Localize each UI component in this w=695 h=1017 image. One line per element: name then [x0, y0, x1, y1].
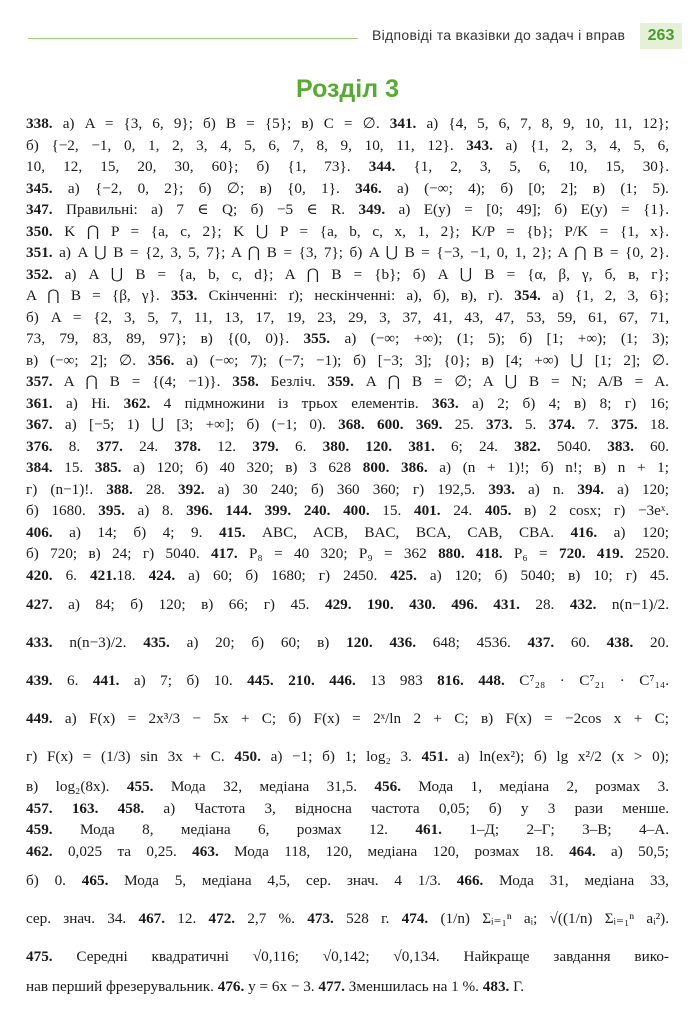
- text-line: 406. а) 14; б) 4; 9. 415. ABC, ACB, BAC, BCA, CAB, CBA. 416. а) 120;: [26, 523, 669, 541]
- text-line: б) {−2, −1, 0, 1, 2, 3, 4, 5, 6, 7, 8, 9, 10, 11, 12}. 343. а) {1, 2, 3, 4, 5, 6,: [26, 136, 669, 154]
- text-line: 457. 163. 458. а) Частота 3, відносна частота 0,05; б) у 3 рази менше.: [26, 799, 669, 817]
- text-line: A ⋂ B = {β, γ}. 353. Скінченні: ґ); нескінченні: а), б), в), г). 354. а) {1, 2, 3, 6};: [26, 287, 669, 304]
- text-line: 427. а) 84; б) 120; в) 66; г) 45. 429. 190. 430. 496. 431. 28. 432. n(n−1)/2.: [26, 596, 669, 613]
- text-line: 338. а) A = {3, 6, 9}; б) B = {5}; в) C = ∅. 341. а) {4, 5, 6, 7, 8, 9, 10, 11, 12};: [26, 115, 669, 132]
- text-line: б) 1680. 395. а) 8. 396. 144. 399. 240. 400. 15. 401. 24. 405. в) 2 cosx; г) −3eˣ.: [26, 502, 670, 519]
- text-line: в) (−∞; 2]; ∅. 356. а) (−∞; 7); (−7; −1); б) [−3; 3]; {0}; в) [4; +∞) ⋃ [1; 2]; ∅.: [26, 351, 669, 369]
- text-line: б) 0. 465. Мода 5, медіана 4,5, сер. знач. 4 1/3. 466. Мода 31, медіана 33,: [26, 872, 669, 889]
- text-line: б) 720; в) 24; г) 5040. 417. P₈ = 40 320; P₉ = 362 880. 418. P₆ = 720. 419. 2520.: [26, 545, 670, 562]
- text-line: сер. знач. 34. 467. 12. 472. 2,7 %. 473. 528 г. 474. (1/n) Σᵢ₌₁ⁿ aᵢ; √((1/n) Σᵢ₌₁ⁿ aᵢ²).: [26, 910, 670, 927]
- text-line: 357. A ⋂ B = {(4; −1)}. 358. Безліч. 359. A ⋂ B = ∅; A ⋃ B = N; A/B = A.: [26, 373, 669, 390]
- text-line: г) F(x) = (1/3) sin 3x + C. 450. а) −1; б) 1; log₂ 3. 451. а) ln(ex²); б) lg x²/2 (x > 0);: [26, 748, 669, 765]
- text-line: 347. Правильні: а) 7 ∈ Q; б) −5 ∈ R. 349. а) E(y) = [0; 49]; б) E(y) = {1}.: [26, 201, 670, 218]
- answers-text: [26, 113, 669, 998]
- text-line: нав перший фрезерувальник. 476. y = 6x − 3. 477. Зменшилась на 1 %. 483. Г.: [26, 978, 525, 995]
- running-header: [0, 0, 695, 70]
- text-line: 459. Мода 8, медіана 6, розмах 12. 461. 1–Д; 2–Г; 3–В; 4–А.: [26, 821, 669, 838]
- text-line: 352. а) A ⋃ B = {a, b, c, d}; A ⋂ B = {b}; б) A ⋃ B = {α, β, γ, б, в, г};: [26, 265, 669, 283]
- text-line: 420. 6. 421.18. 424. а) 60; б) 1680; г) 2450. 425. а) 120; б) 5040; в) 10; г) 45.: [26, 566, 670, 584]
- text-line: 345. а) {−2, 0, 2}; б) ∅; в) {0, 1}. 346. а) (−∞; 4); б) [0; 2]; в) (1; 5).: [26, 179, 669, 197]
- text-line: 449. а) F(x) = 2x³/3 − 5x + C; б) F(x) = 2ˣ/ln 2 + C; в) F(x) = −2cos x + C;: [26, 710, 669, 727]
- header-rule: [28, 38, 358, 39]
- text-line: б) A = {2, 3, 5, 7, 11, 13, 17, 19, 23, 29, 3, 37, 41, 43, 47, 53, 59, 61, 67, 71,: [26, 308, 669, 326]
- text-line: 351. а) A ⋃ B = {2, 3, 5, 7}; A ⋂ B = {3, 7}; б) A ⋃ B = {−3, −1, 0, 1, 2}; A ⋂ B = {0, 2}.: [26, 244, 669, 261]
- text-line: 384. 15. 385. а) 120; б) 40 320; в) 3 628 800. 386. а) (n + 1)!; б) n!; в) n + 1;: [26, 459, 670, 476]
- text-line: г) (n−1)!. 388. 28. 392. а) 30 240; б) 360 360; г) 192,5. 393. а) n. 394. а) 120;: [26, 480, 669, 498]
- page-number: 263: [640, 23, 682, 49]
- text-line: в) log₂(8x). 455. Мода 32, медіана 31,5. 456. Мода 1, медіана 2, розмах 3.: [26, 778, 669, 795]
- section-title: Розділ 3: [296, 75, 399, 103]
- text-line: 361. а) Ні. 362. 4 підмножини із трьох елементів. 363. а) 2; б) 4; в) 8; г) 16;: [26, 394, 669, 412]
- text-line: 367. а) [−5; 1) ⋃ [3; +∞]; б) (−1; 0). 368. 600. 369. 25. 373. 5. 374. 7. 375. 18.: [26, 416, 669, 433]
- text-line: 376. 8. 377. 24. 378. 12. 379. 6. 380. 120. 381. 6; 24. 382. 5040. 383. 60.: [26, 437, 670, 455]
- header-title: Відповіді та вказівки до задач і вправ: [372, 27, 626, 43]
- text-line: 350. K ⋂ P = {a, c, 2}; K ⋃ P = {a, b, c, x, 1, 2}; K/P = {b}; P/K = {1, x}.: [26, 222, 669, 240]
- text-line: 439. 6. 441. а) 7; б) 10. 445. 210. 446. 13 983 816. 448. C⁷₂₈ · C⁷₂₁ · C⁷₁₄.: [26, 672, 670, 689]
- text-line: 462. 0,025 та 0,25. 463. Мода 118, 120, медіана 120, розмах 18. 464. а) 50,5;: [26, 842, 669, 860]
- text-line: 433. n(n−3)/2. 435. а) 20; б) 60; в) 120. 436. 648; 4536. 437. 60. 438. 20.: [26, 634, 670, 651]
- text-line: 10, 12, 15, 20, 30, 60}; б) {1, 73}. 344. {1, 2, 3, 5, 6, 10, 15, 30}.: [26, 158, 669, 175]
- text-line: 73, 79, 83, 89, 97}; в) {(0, 0)}. 355. а) (−∞; +∞); (1; 5); б) [1; +∞); (1; 3);: [26, 330, 669, 347]
- text-line: 475. Середні квадратичні √0,116; √0,142; √0,134. Найкраще завдання вико-: [26, 948, 669, 965]
